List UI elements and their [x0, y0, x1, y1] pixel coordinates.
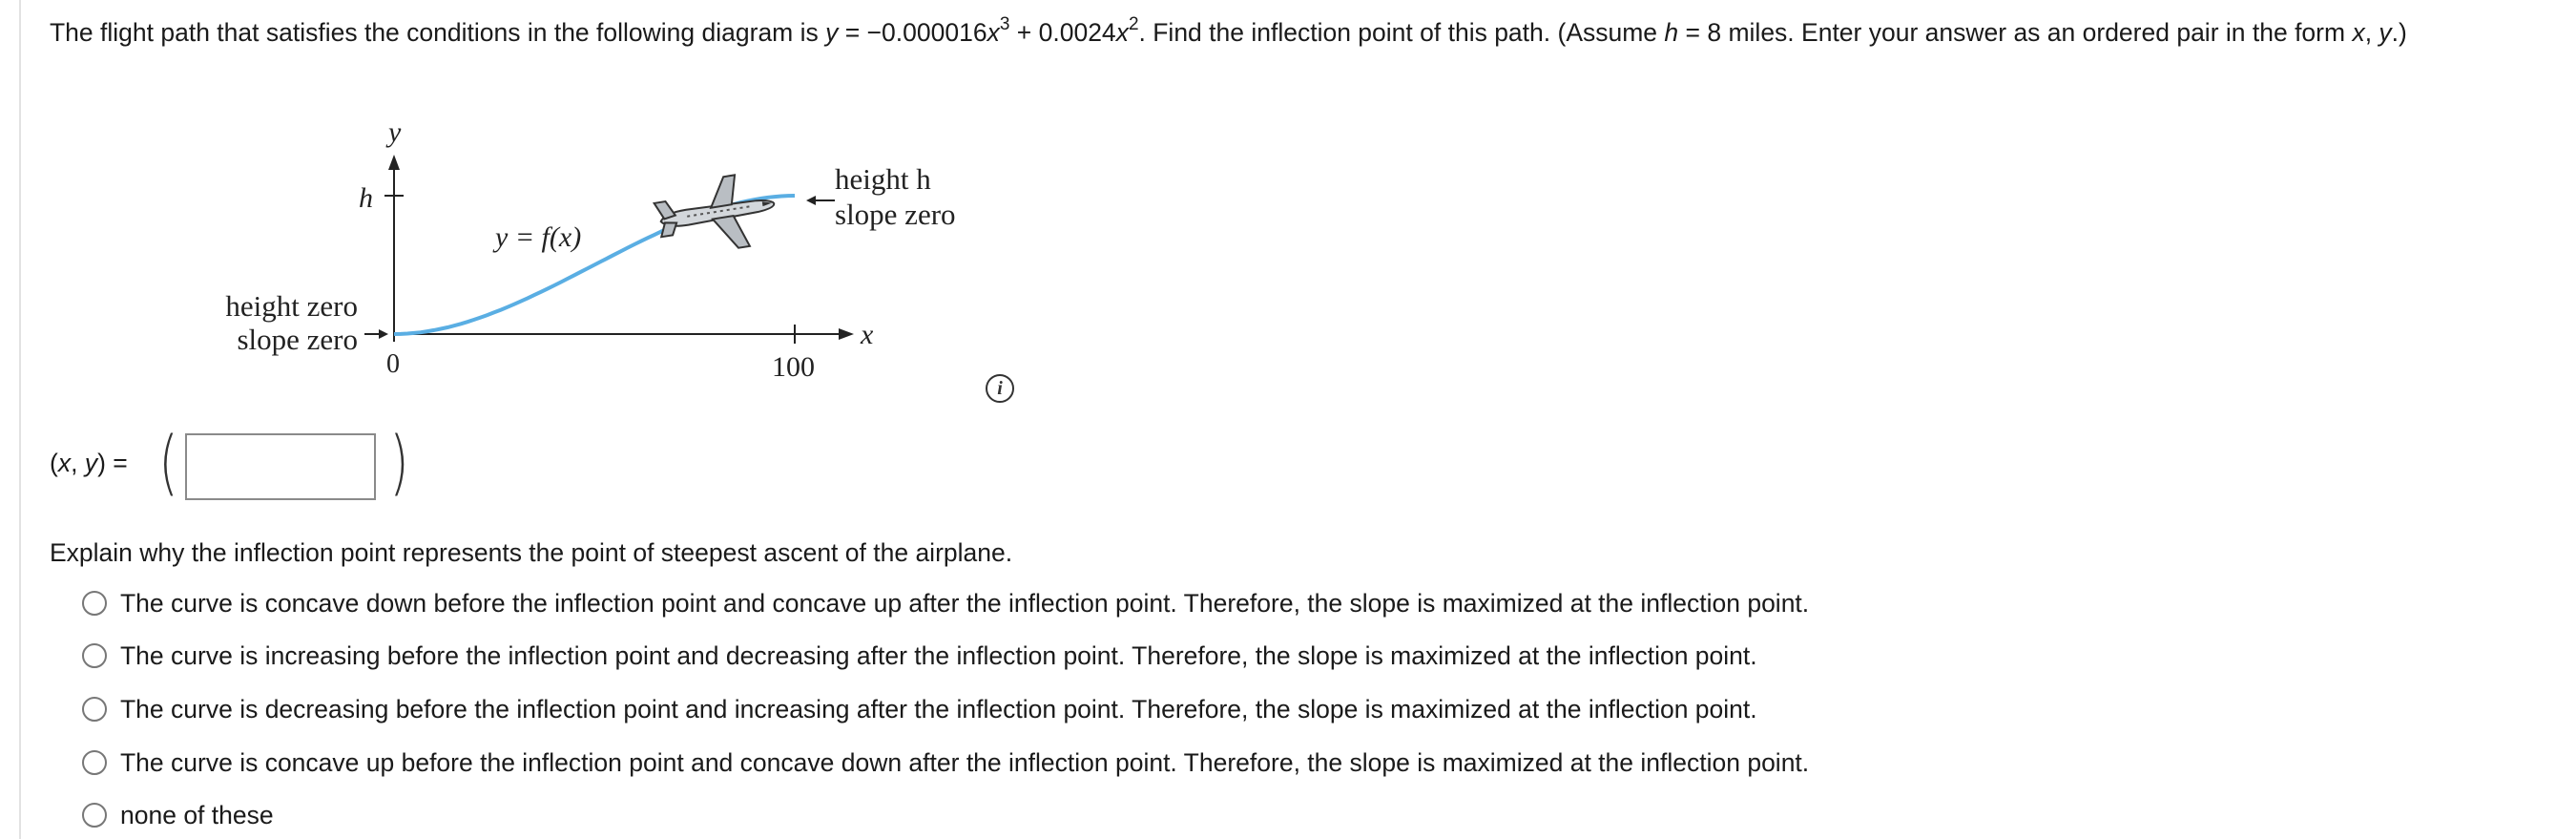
option-label: none of these [120, 800, 274, 829]
option-label: The curve is concave up before the inflection point and concave down after the inflection point. Therefore, the slope is maximized at the inflection point. [120, 747, 1810, 777]
left-rule [19, 0, 21, 839]
answer-label: (x, y) = [50, 449, 128, 477]
option-concave-up-then-down[interactable] [82, 744, 1809, 782]
answer-left-paren: ( [158, 422, 178, 504]
airplane-icon [652, 170, 779, 260]
x-axis-arrow [839, 328, 854, 340]
flight-path-diagram [177, 115, 987, 391]
radio-button[interactable] [82, 591, 107, 616]
end-note-line2: slope zero [835, 198, 956, 231]
option-decreasing-then-increasing[interactable] [82, 690, 1757, 728]
explain-prompt: Explain why the inflection point represents the point of steepest ascent of the airplane. [50, 538, 1013, 567]
option-label: The curve is increasing before the inflection point and decreasing after the inflection point. Therefore, the slope is maximized at the inflection point. [120, 640, 1757, 670]
start-note-line1: height zero [225, 289, 358, 323]
option-increasing-then-decreasing[interactable] [82, 637, 1757, 675]
curve-label: y = f(x) [495, 221, 582, 253]
x-axis-label: x [861, 319, 874, 350]
option-concave-down-then-up[interactable] [82, 584, 1809, 622]
radio-button[interactable] [82, 750, 107, 775]
option-none-of-these[interactable] [82, 796, 274, 834]
h-tick-label: h [359, 182, 373, 214]
origin-label: 0 [386, 349, 400, 379]
y-axis-label: y [388, 116, 402, 148]
option-label: The curve is concave down before the inflection point and concave up after the inflection point. Therefore, the slope is maximized at the inflection point. [120, 588, 1810, 618]
x-tick-label-100: 100 [772, 351, 815, 383]
start-note-line2: slope zero [237, 323, 358, 356]
radio-button[interactable] [82, 643, 107, 668]
end-note-arrowhead [806, 196, 816, 205]
start-note-arrowhead [379, 329, 388, 339]
y-axis-arrow [388, 155, 400, 170]
question-text: The flight path that satisfies the conditions in the following diagram is $y = -0.000016x^3 + 0.0024x^2$. Find the inflection point of this path. (Assume h = 8 miles. Enter your answer as an ordered pair in the form x, y.) [50, 14, 2407, 47]
end-note-line1: height h [835, 162, 931, 196]
radio-button[interactable] [82, 697, 107, 722]
info-icon[interactable]: i [986, 374, 1014, 403]
radio-button[interactable] [82, 803, 107, 828]
answer-input[interactable] [185, 433, 376, 500]
answer-right-paren: ) [389, 422, 409, 504]
option-label: The curve is decreasing before the inflection point and increasing after the inflection point. Therefore, the slope is maximized at the inflection point. [120, 694, 1757, 724]
